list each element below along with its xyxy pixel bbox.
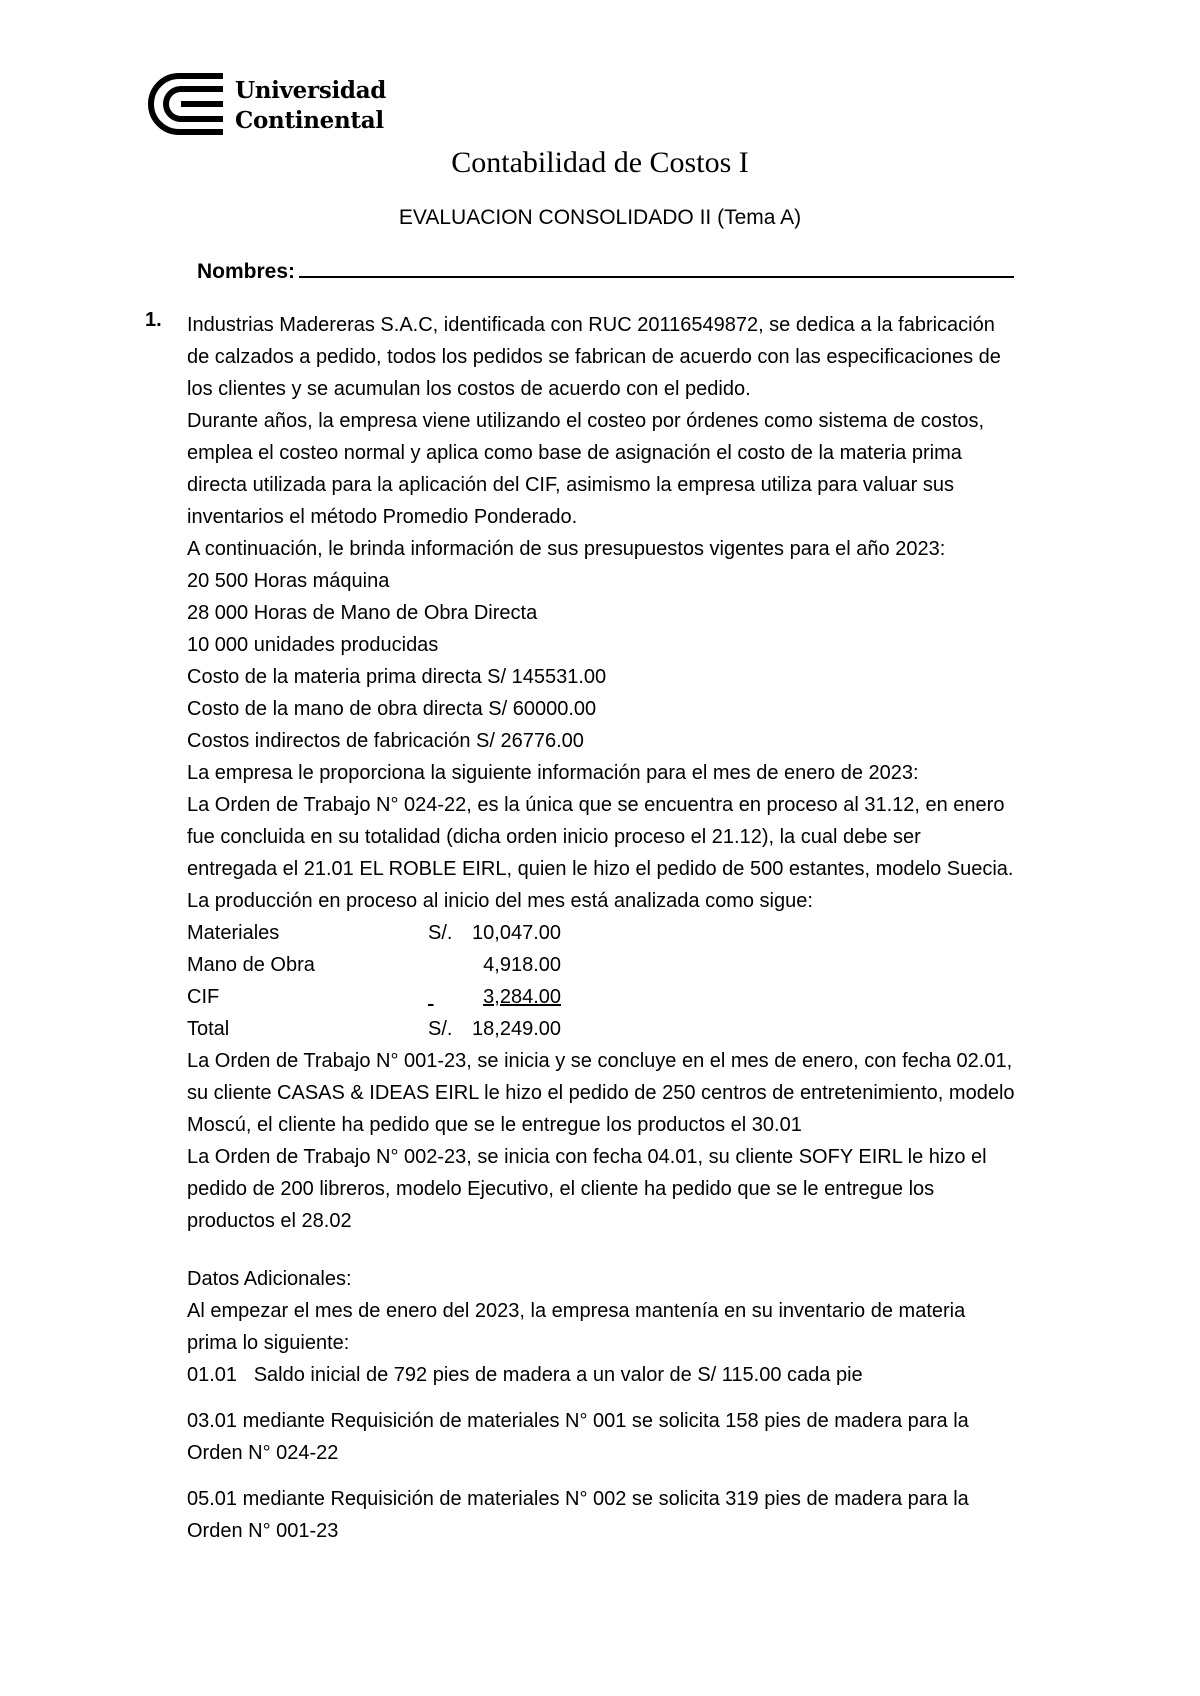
text-line: 03.01 mediante Requisición de materiales N° 001 se solicita 158 pies de madera para la	[187, 1410, 969, 1432]
logo-wordmark	[235, 76, 386, 136]
text-line: prima lo siguiente:	[187, 1332, 350, 1354]
universidad-continental-logo-icon	[145, 71, 225, 137]
row-amount	[428, 981, 561, 1013]
text-line: Orden N° 001-23	[187, 1520, 339, 1542]
requisition-2	[187, 1483, 1117, 1547]
text-line: La Orden de Trabajo N° 001-23, se inicia y se concluye en el mes de enero, con fecha 02.01,	[187, 1050, 1013, 1072]
name-field	[197, 258, 1014, 284]
text-line: 10 000 unidades producidas	[187, 634, 439, 656]
text-line: de calzados a pedido, todos los pedidos se fabrican de acuerdo con las especificaciones de	[187, 346, 1001, 368]
text-line: Durante años, la empresa viene utilizando el costeo por órdenes como sistema de costos,	[187, 410, 985, 432]
table-row	[187, 1013, 561, 1045]
text-line: los clientes y se acumulan los costos de acuerdo con el pedido.	[187, 378, 751, 400]
row-amount	[428, 949, 561, 981]
amount: 18,249.00	[472, 1018, 561, 1040]
university-logo	[145, 68, 387, 143]
text-line: Moscú, el cliente ha pedido que se le entregue los productos el 30.01	[187, 1114, 802, 1136]
text-line: La producción en proceso al inicio del mes está analizada como sigue:	[187, 890, 813, 912]
currency: S/.	[428, 922, 453, 944]
text-line: emplea el costeo normal y aplica como base de asignación el costo de la materia prima	[187, 442, 962, 464]
amount: 10,047.00	[472, 922, 561, 944]
text-line: Orden N° 024-22	[187, 1442, 339, 1464]
text-line: Costo de la mano de obra directa S/ 60000.00	[187, 698, 597, 720]
currency: S/.	[428, 1018, 453, 1040]
text-line: La Orden de Trabajo N° 002-23, se inicia con fecha 04.01, su cliente SOFY EIRL le hizo el	[187, 1146, 987, 1168]
row-amount	[428, 917, 561, 949]
row-label: Total	[187, 1018, 230, 1040]
text-line: 05.01 mediante Requisición de materiales N° 002 se solicita 319 pies de madera para la	[187, 1488, 969, 1510]
name-blank-line	[299, 258, 1014, 278]
requisition-1	[187, 1405, 1117, 1469]
text-line: 28 000 Horas de Mano de Obra Directa	[187, 602, 538, 624]
exam-title: EVALUACION CONSOLIDADO II (Tema A)	[398, 206, 802, 229]
text-line: productos el 28.02	[187, 1210, 352, 1232]
wip-cost-table	[187, 917, 561, 1045]
intro-section	[187, 309, 1117, 917]
text-line: pedido de 200 libreros, modelo Ejecutivo, el cliente ha pedido que se le entregue los	[187, 1178, 935, 1200]
logo-line-2: Continental	[235, 107, 384, 134]
text-line: su cliente CASAS & IDEAS EIRL le hizo el pedido de 250 centros de entretenimiento, modelo	[187, 1082, 1015, 1104]
table-row	[187, 981, 561, 1013]
text-line: directa utilizada para la aplicación del CIF, asimismo la empresa utiliza para valuar sus	[187, 474, 955, 496]
text-line: La empresa le proporciona la siguiente información para el mes de enero de 2023:	[187, 762, 919, 784]
row-label: Mano de Obra	[187, 954, 315, 976]
text-line: Costos indirectos de fabricación S/ 26776.00	[187, 730, 584, 752]
additional-data-section	[187, 1263, 1117, 1391]
text-line: 01.01 Saldo inicial de 792 pies de madera a un valor de S/ 115.00 cada pie	[187, 1364, 863, 1386]
text-line: inventarios el método Promedio Ponderado.	[187, 506, 578, 528]
amount: 3,284.00	[483, 986, 561, 1008]
text-line: Industrias Madereras S.A.C, identificada con RUC 20116549872, se dedica a la fabricación	[187, 314, 995, 336]
row-label: Materiales	[187, 922, 280, 944]
amount: 4,918.00	[483, 954, 561, 976]
row-label: CIF	[187, 986, 220, 1008]
text-line: entregada el 21.01 EL ROBLE EIRL, quien le hizo el pedido de 500 estantes, modelo Suecia.	[187, 858, 1014, 880]
text-line: La Orden de Trabajo N° 024-22, es la única que se encuentra en proceso al 31.12, en enero	[187, 794, 1005, 816]
table-row	[187, 949, 561, 981]
orders-section	[187, 1045, 1117, 1237]
question-body	[187, 309, 1117, 1547]
course-title: Contabilidad de Costos I	[451, 146, 749, 179]
text-line: Al empezar el mes de enero del 2023, la empresa mantenía en su inventario de materia	[187, 1300, 966, 1322]
row-amount	[428, 1013, 561, 1045]
section-heading: Datos Adicionales:	[187, 1268, 352, 1290]
table-row	[187, 917, 561, 949]
question-number: 1.	[145, 309, 162, 331]
logo-line-1: Universidad	[235, 77, 387, 104]
name-label: Nombres:	[197, 260, 296, 283]
text-line: A continuación, le brinda información de sus presupuestos vigentes para el año 2023:	[187, 538, 946, 560]
text-line: fue concluida en su totalidad (dicha orden inicio proceso el 21.12), la cual debe ser	[187, 826, 921, 848]
text-line: Costo de la materia prima directa S/ 145531.00	[187, 666, 607, 688]
currency	[428, 981, 466, 1013]
text-line: 20 500 Horas máquina	[187, 570, 390, 592]
